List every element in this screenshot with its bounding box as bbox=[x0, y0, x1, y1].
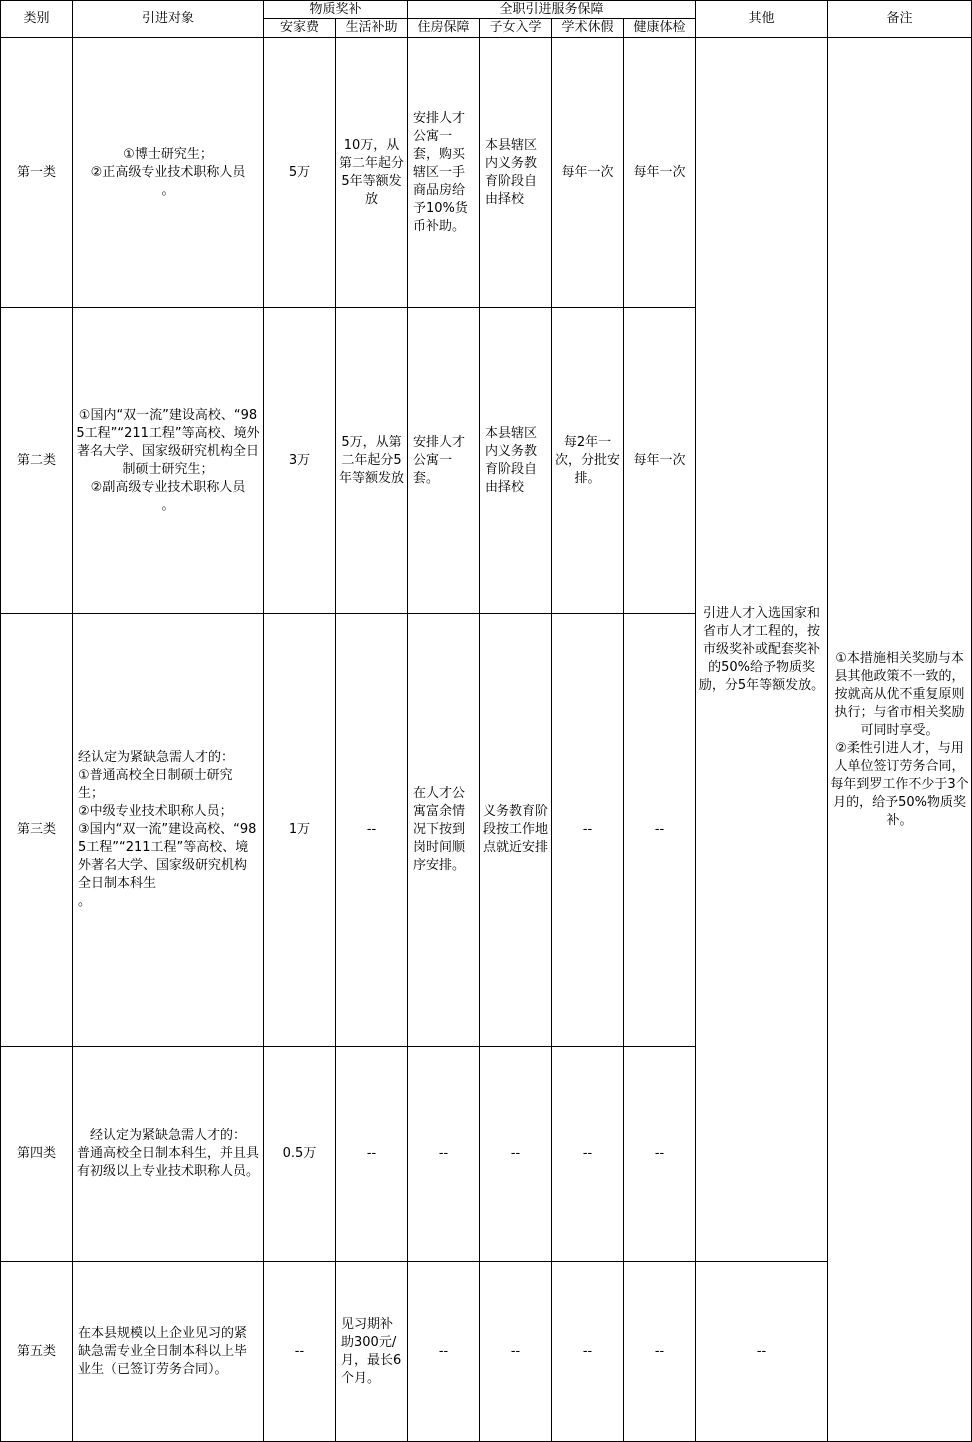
row-health-check: -- bbox=[624, 1262, 696, 1442]
row-living-subsidy: -- bbox=[336, 614, 408, 1047]
row-category: 第四类 bbox=[1, 1047, 73, 1262]
other-merged-cell: 引进人才入选国家和省市人才工程的，按市级奖补或配套奖补的50%给予物质奖励，分5年等额发放。 bbox=[696, 38, 828, 1262]
remarks-merged-cell: ①本措施相关奖励与本县其他政策不一致的，按就高从优不重复原则执行；与省市相关奖励可同时享受。 ②柔性引进人才，与用人单位签订劳务合同，每年到罗工作不少于3个月的，给予50%物质奖补。 bbox=[828, 38, 972, 1442]
row-category: 第二类 bbox=[1, 308, 73, 614]
row-settle-fee: 1万 bbox=[264, 614, 336, 1047]
row-children-school: 义务教育阶段按工作地点就近安排 bbox=[480, 614, 552, 1047]
header-settle-fee: 安家费 bbox=[264, 19, 336, 38]
header-academic-leave: 学术休假 bbox=[552, 19, 624, 38]
row-living-subsidy: 10万，从第二年起分5年等额发放 bbox=[336, 38, 408, 308]
row-target: ①国内“双一流”建设高校、“985工程”“211工程”等高校、境外著名大学、国家级研究机构全日制硕士研究生； ②副高级专业技术职称人员 。 bbox=[73, 308, 264, 614]
row-settle-fee: 3万 bbox=[264, 308, 336, 614]
header-category: 类别 bbox=[1, 1, 73, 38]
row-academic-leave: 每2年一次，分批安排。 bbox=[552, 308, 624, 614]
header-other: 其他 bbox=[696, 1, 828, 38]
row-housing: -- bbox=[408, 1262, 480, 1442]
table-row bbox=[1, 38, 972, 308]
row-target: 经认定为紧缺急需人才的： ①普通高校全日制硕士研究生； ②中级专业技术职称人员； ③国内“双一流”建设高校、“985工程”“211工程”等高校、境外著名大学、国家级研究机构全日制本科生 。 bbox=[73, 614, 264, 1047]
header-health-check: 健康体检 bbox=[624, 19, 696, 38]
row-settle-fee: 5万 bbox=[264, 38, 336, 308]
row-living-subsidy: 5万，从第二年起分5年等额发放 bbox=[336, 308, 408, 614]
row-living-subsidy: -- bbox=[336, 1047, 408, 1262]
row-children-school: -- bbox=[480, 1262, 552, 1442]
row-settle-fee: -- bbox=[264, 1262, 336, 1442]
row-housing: 在人才公寓富余情况下按到岗时间顺序安排。 bbox=[408, 614, 480, 1047]
header-housing: 住房保障 bbox=[408, 19, 480, 38]
header-children-school: 子女入学 bbox=[480, 19, 552, 38]
row-housing: -- bbox=[408, 1047, 480, 1262]
row-health-check: -- bbox=[624, 1047, 696, 1262]
row-settle-fee: 0.5万 bbox=[264, 1047, 336, 1262]
row-children-school: 本县辖区内义务教育阶段自由择校 bbox=[480, 308, 552, 614]
row-health-check: -- bbox=[624, 614, 696, 1047]
row-housing: 安排人才公寓一套。 bbox=[408, 308, 480, 614]
row-children-school: 本县辖区内义务教育阶段自由择校 bbox=[480, 38, 552, 308]
row-academic-leave: -- bbox=[552, 614, 624, 1047]
row-target: ①博士研究生； ②正高级专业技术职称人员 。 bbox=[73, 38, 264, 308]
row-target: 经认定为紧缺急需人才的： 普通高校全日制本科生，并且具有初级以上专业技术职称人员。 bbox=[73, 1047, 264, 1262]
header-living-subsidy: 生活补助 bbox=[336, 19, 408, 38]
row-living-subsidy: 见习期补助300元/月，最长6个月。 bbox=[336, 1262, 408, 1442]
row-academic-leave: -- bbox=[552, 1262, 624, 1442]
row-other: -- bbox=[696, 1262, 828, 1442]
row-target: 在本县规模以上企业见习的紧缺急需专业全日制本科以上毕业生（已签订劳务合同）。 bbox=[73, 1262, 264, 1442]
row-category: 第一类 bbox=[1, 38, 73, 308]
header-row-top bbox=[1, 1, 972, 19]
row-academic-leave: 每年一次 bbox=[552, 38, 624, 308]
header-target: 引进对象 bbox=[73, 1, 264, 38]
header-remarks: 备注 bbox=[828, 1, 972, 38]
row-category: 第三类 bbox=[1, 614, 73, 1047]
table-row bbox=[1, 1262, 972, 1442]
row-category: 第五类 bbox=[1, 1262, 73, 1442]
row-health-check: 每年一次 bbox=[624, 38, 696, 308]
header-material-reward: 物质奖补 bbox=[264, 1, 408, 19]
header-service-guarantee: 全职引进服务保障 bbox=[408, 1, 696, 19]
row-health-check: 每年一次 bbox=[624, 308, 696, 614]
row-housing: 安排人才公寓一套，购买辖区一手商品房给予10%货币补助。 bbox=[408, 38, 480, 308]
row-children-school: -- bbox=[480, 1047, 552, 1262]
row-academic-leave: -- bbox=[552, 1047, 624, 1262]
